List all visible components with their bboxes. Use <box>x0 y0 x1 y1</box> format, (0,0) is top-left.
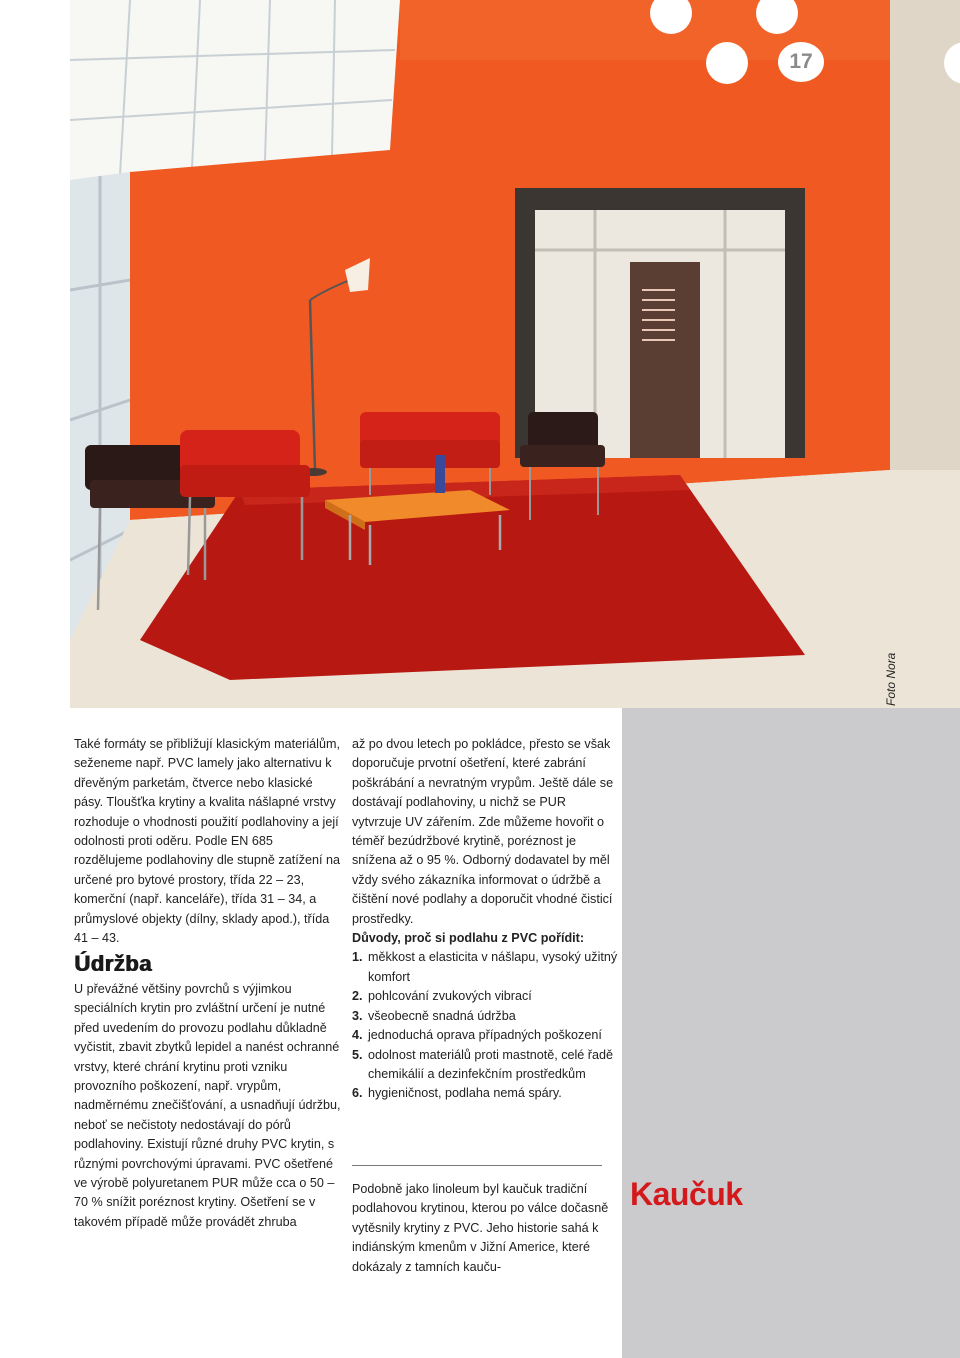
section-divider <box>352 1165 602 1166</box>
room-illustration <box>70 0 960 708</box>
list-number: 2. <box>352 989 363 1004</box>
reasons-list <box>352 948 618 1103</box>
intro-paragraph: Také formáty se přibližují klasickým materiálům, seženeme např. PVC lamely jako alternativu k dřevěným parketám, čtverce nebo klasické pásy. Tloušťka krytiny a kvalita nášlapné vrstvy rozhoduje o vhodnosti použití podlahoviny a její odolnosti proti oděru. Podle EN 685 rozdělujeme podlahoviny dle stupně zatížení na určené pro bytové prostory, třída 22 – 23, komerční (např. kanceláře), třída 31 – 34, a průmyslové objekty (dílny, sklady apod.), třída 41 – 43. <box>74 737 341 946</box>
page-number: 17 <box>778 42 824 82</box>
list-item <box>352 1007 618 1026</box>
udrzba-paragraph: U převážné většiny povrchů s výjimkou speciálních krytin pro zvláštní určení je nutné před uvedením do provozu podlahu důkladně vyčistit, zbavit zbytků lepidel a nanést ochranné vrstvy, které chrání krytinu proti vzniku provozního poškození, např. vrypům, nadměrnému znečišťování, a usnadňují údržbu, neboť se nečistoty nedostávají do pórů podlahoviny. Existují různé druhy PVC krytin, s různými povrchovými úpravami. PVC ošetřené ve výrobě polyuretanem PUR může cca o 50 – 70 % snížit poréznost krytiny. Ošetření se v takovém případě může provádět zhruba <box>74 981 341 1229</box>
middle-column <box>352 735 618 1104</box>
list-number: 6. <box>352 1086 363 1101</box>
list-text: všeobecně snadná údržba <box>368 1008 516 1023</box>
kaucuk-paragraph: Podobně jako linoleum byl kaučuk tradiční podlahovou krytinou, kterou po válce dočasně vytěsnily krytiny z PVC. Jeho historie sahá k indiánským kmenům v Jižní Americe, které dokázaly z tamních kauču- <box>352 1182 609 1274</box>
list-number: 5. <box>352 1047 363 1062</box>
list-item <box>352 948 618 987</box>
list-text: měkkost a elasticita v nášlapu, vysoký užitný komfort <box>368 950 618 984</box>
kaucuk-heading: Kaučuk <box>630 1176 743 1212</box>
dot-decoration <box>756 0 798 34</box>
interior-photo <box>70 0 960 708</box>
section-heading-udrzba: Údržba <box>74 951 152 977</box>
list-number: 1. <box>352 950 363 965</box>
list-text: pohlcování zvukových vibrací <box>368 989 532 1004</box>
left-column <box>74 735 342 1232</box>
list-number: 3. <box>352 1008 363 1023</box>
list-number: 4. <box>352 1028 363 1043</box>
dot-decoration <box>706 42 748 84</box>
list-text: jednoduchá oprava případných poškození <box>368 1028 602 1043</box>
dot-decoration <box>650 0 692 34</box>
kaucuk-column <box>352 1180 618 1277</box>
continuation-paragraph: až po dvou letech po pokládce, přesto se však doporučuje prvotní ošetření, které zabrání poškrábání a nevratným vrypům. Ještě dále se dostávají podlahoviny, u nichž se PUR vytvrzuje UV zářením. Zde můžeme hovořit o téměř bezúdržbové krytině, poréznost je snížena až o 95 %. Odborný dodavatel by měl vždy svého zákazníka informovat o údržbě a čištění nové podlahy a doporučit vhodné čisticí prostředky. <box>352 737 614 926</box>
reasons-title: Důvody, proč si podlahu z PVC pořídit: <box>352 931 585 946</box>
list-item <box>352 1084 618 1103</box>
list-item <box>352 987 618 1006</box>
list-text: hygieničnost, podlaha nemá spáry. <box>368 1086 562 1101</box>
list-item <box>352 1026 618 1045</box>
photo-credit: Foto Nora <box>884 652 898 706</box>
dot-decoration <box>944 42 960 84</box>
list-item <box>352 1046 618 1085</box>
list-text: odolnost materiálů proti mastnotě, celé řadě chemikálií a dezinfekčním prostředkům <box>368 1047 614 1081</box>
